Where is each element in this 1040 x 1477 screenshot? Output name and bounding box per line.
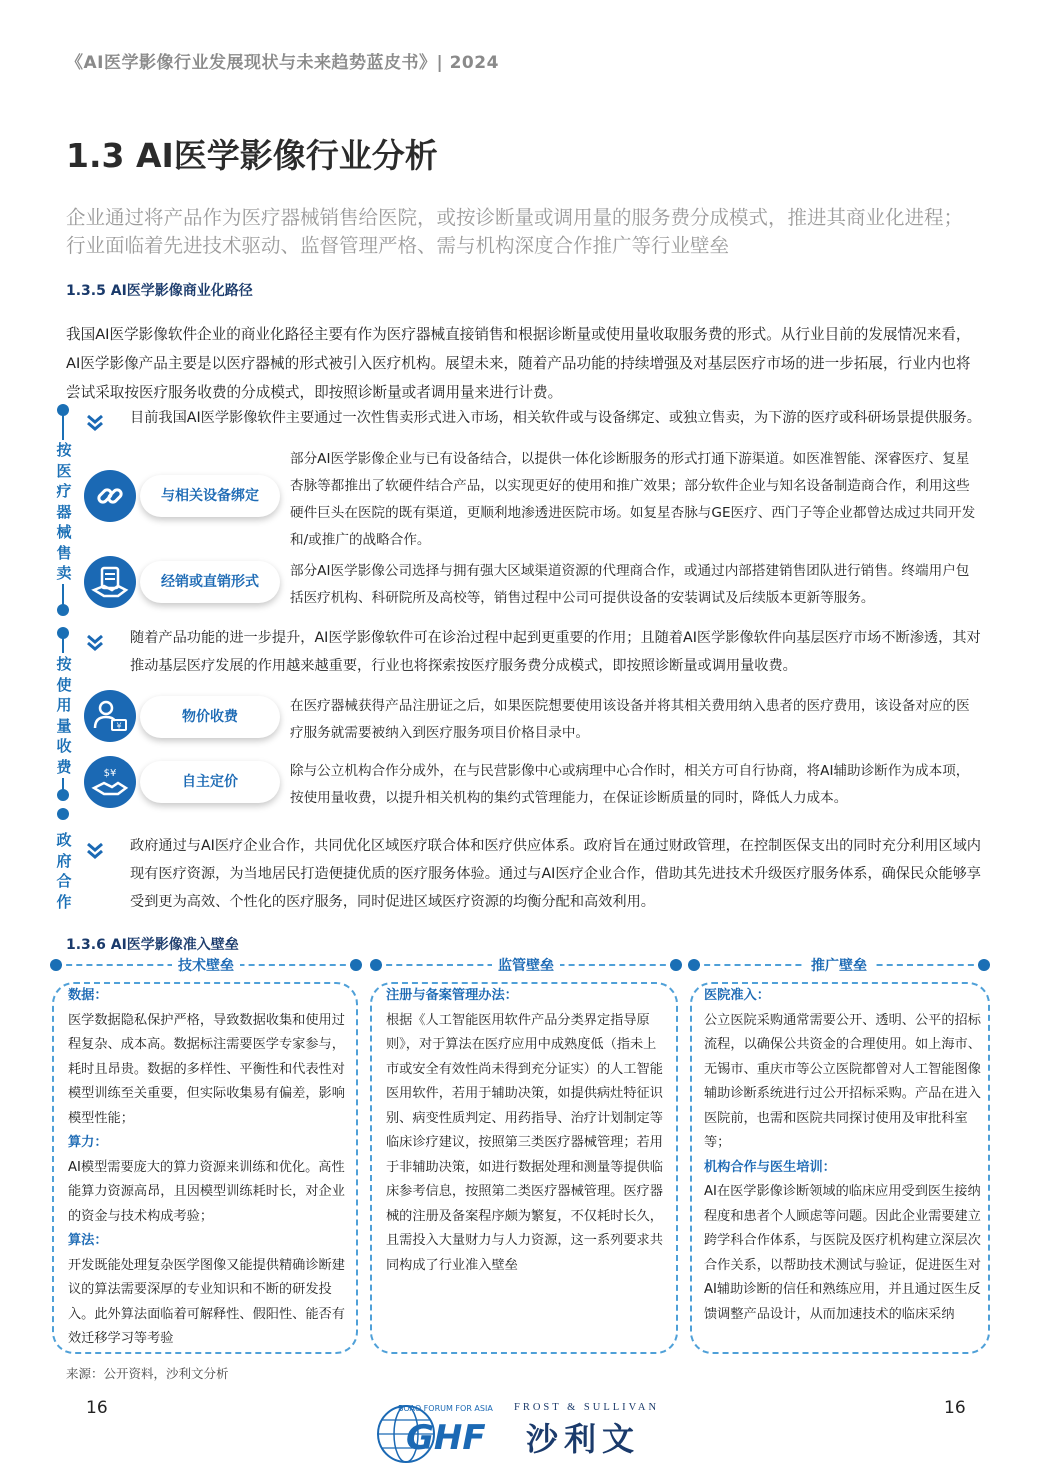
- barrier-text: 开发既能处理复杂医学图像又能提供精确诊断建议的算法需要深厚的专业知识和不断的研发投入。此外算法面临着可解释性、假阳性、能否有效迁移学习等考验: [68, 1257, 345, 1346]
- person-payment-icon: [84, 690, 136, 742]
- page-number-right: 16: [944, 1398, 966, 1418]
- timeline-dot: [57, 789, 69, 801]
- distribution-text: 部分AI医学影像公司选择与拥有强大区域渠道资源的代理商合作，或通过内部搭建销售团队进行销售。终端用户包括医疗机构、科研院所及高校等，销售过程中公司可提供设备的安装调试及后续版本更新等服务。: [290, 563, 970, 606]
- reg-barrier-header: [370, 955, 682, 975]
- svg-text:$¥: $¥: [103, 768, 117, 779]
- ghf-caption: BOAO FORUM FOR ASIA: [398, 1404, 493, 1413]
- pricing-text: 在医疗器械获得产品注册证之后，如果医院想要使用该设备并将其相关费用纳入患者的医疗费用，该设备对应的医疗服务就需要被纳入到医疗服务项目价格目录中。: [290, 698, 970, 741]
- path-label-usage: 按使用量收费: [56, 655, 72, 776]
- intro-paragraph: 我国AI医学影像软件企业的商业化路径主要有作为医疗器械直接销售和根据诊断量或使用量收取服务费的形式。从行业目前的发展情况来看，AI医学影像产品主要是以医疗器械的形式被引入医疗机构。展望未来，随着产品功能的持续增强及对基层医疗市场的进一步拓展，行业内也将尝试采取按医疗服务收费的分成模式，即按照诊断量或者调用量来进行计费。: [66, 326, 971, 401]
- timeline-dot: [57, 808, 69, 820]
- barrier-text: AI在医学影像诊断领域的临床应用受到医生接纳程度和患者个人顾虑等问题。因此企业需要建立跨学科合作体系，与医院及医疗机构建立深层次合作关系，以帮助技术测试与验证，促进医生对AI辅助诊断的信任和熟练应用，并且通过医生反馈调整产品设计，从而加速技术的临床采纳: [704, 1184, 981, 1322]
- item-label-distribution: 经销或直销形式: [140, 561, 280, 603]
- reg-barrier-title: 监管壁垒: [492, 958, 560, 974]
- source-note: 来源：公开资料，沙利文分析: [66, 1366, 229, 1381]
- barrier-heading: 注册与备案管理办法：: [386, 988, 518, 1003]
- frost-sullivan-wordmark: FROST & SULLIVAN: [514, 1402, 660, 1413]
- item-label-self-pricing: 自主定价: [140, 761, 280, 803]
- usage-summary: 随着产品功能的进一步提升，AI医学影像软件可在诊治过程中起到更重要的作用；且随着AI医学影像软件向基层医疗市场不断渗透，其对推动基层医疗发展的作用越来越重要，行业也将探索按医疗服务费分成模式，即按照诊断量或调用量收费。: [130, 630, 981, 674]
- item-label-device-bundle: 与相关设备绑定: [140, 475, 280, 517]
- handshake-document-icon: [84, 556, 136, 608]
- page-subtitle: 企业通过将产品作为医疗器械销售给医院，或按诊断量或调用量的服务费分成模式，推进其商业化进程；行业面临着先进技术驱动、监督管理严格、需与机构深度合作推广等行业壁垒: [66, 206, 964, 257]
- self-pricing-text: 除与公立机构合作分成外，在与民营影像中心或病理中心合作时，相关方可自行协商，将AI辅助诊断作为成本项，按使用量收费，以提升相关机构的集约式管理能力，在保证诊断质量的同时，降低人力成本。: [290, 763, 970, 806]
- chevron-down-icon: [84, 632, 106, 654]
- barrier-heading: 数据：: [68, 988, 108, 1003]
- tech-barrier-header: [50, 955, 362, 975]
- frost-sullivan-cn: 沙利文: [526, 1420, 641, 1458]
- timeline-dot: [57, 604, 69, 616]
- barrier-heading: 机构合作与医生培训：: [704, 1159, 836, 1175]
- device-summary: 目前我国AI医学影像软件主要通过一次性售卖形式进入市场，相关软件或与设备绑定、或独立售卖，为下游的医疗或科研场景提供服务。: [130, 410, 981, 426]
- ghf-logo-text: GHF: [406, 1418, 486, 1458]
- promo-barrier-title: 推广壁垒: [805, 958, 873, 974]
- timeline-line: [62, 410, 64, 440]
- section-heading-commercialization: 1.3.5 AI医学影像商业化路径: [66, 283, 253, 299]
- barrier-heading: 算法：: [68, 1233, 108, 1248]
- reg-barrier-content: [386, 984, 666, 1278]
- barrier-heading: 算力：: [68, 1135, 108, 1150]
- svg-text:¥: ¥: [116, 721, 122, 731]
- link-icon: [84, 470, 136, 522]
- section-heading-barriers: 1.3.6 AI医学影像准入壁垒: [66, 937, 239, 953]
- path-label-device: 按医疗器械售卖: [56, 441, 72, 582]
- promo-barrier-content: [704, 984, 982, 1327]
- barrier-text: AI模型需要庞大的算力资源来训练和优化。高性能算力资源高昂，且因模型训练耗时长，对企业的资金与技术构成考验；: [68, 1159, 345, 1224]
- barrier-text: 公立医院采购通常需要公开、透明、公平的招标流程，以确保公共资金的合理使用。如上海市、无锡市、重庆市等公立医院都曾对人工智能图像辅助诊断系统进行过公开招标采购。产品在进入医院前，也需和医院共同探讨使用及审批科室等；: [704, 1012, 981, 1150]
- chevron-down-icon: [84, 840, 106, 862]
- report-header: 《AI医学影像行业发展现状与未来趋势蓝皮书》| 2024: [66, 53, 499, 73]
- gov-summary: 政府通过与AI医疗企业合作，共同优化区域医疗联合体和医疗供应体系。政府旨在通过财政管理，在控制医保支出的同时充分利用区域内现有医疗资源，为当地居民打造便捷优质的医疗服务体验。通过与AI医疗企业合作，借助其先进技术升级医疗服务体系，确保民众能够享受到更为高效、个性化的医疗服务，同时促进区域医疗资源的均衡分配和高效利用。: [130, 838, 981, 910]
- timeline-line: [62, 584, 64, 606]
- barrier-heading: 医院准入：: [704, 988, 770, 1003]
- tech-barrier-title: 技术壁垒: [172, 958, 240, 974]
- promo-barrier-header: [688, 955, 990, 975]
- handshake-money-icon: [84, 756, 136, 808]
- page-title: 1.3 AI医学影像行业分析: [66, 136, 438, 175]
- chevron-down-icon: [84, 412, 106, 434]
- device-bundle-text: 部分AI医学影像企业与已有设备结合，以提供一体化诊断服务的形式打通下游渠道。如医准智能、深睿医疗、复星杏脉等都推出了软硬件结合产品，以实现更好的使用和推广效果；部分软件企业与知名设备制造商合作，利用这些硬件巨头在医院的既有渠道，更顺利地渗透进医院市场。如复星杏脉与GE医疗、西门子等企业都曾达成过共同开发和/或推广的战略合作。: [290, 451, 976, 548]
- path-label-gov: 政府合作: [56, 831, 72, 911]
- page-number-left: 16: [86, 1398, 108, 1418]
- tech-barrier-content: [68, 984, 346, 1352]
- timeline-line: [62, 633, 64, 653]
- ghf-logo: [374, 1398, 493, 1470]
- barrier-text: 医学数据隐私保护严格，导致数据收集和使用过程复杂、成本高。数据标注需要医学专家参与，耗时且昂贵。数据的多样性、平衡性和代表性对模型训练至关重要，但实际收集易有偏差，影响模型性能；: [68, 1012, 345, 1126]
- item-label-pricing: 物价收费: [140, 696, 280, 738]
- barrier-text: 根据《人工智能医用软件产品分类界定指导原则》，对于算法在医疗应用中成熟度低（指未上市或安全有效性尚未得到充分证实）的人工智能医用软件，若用于辅助决策，如提供病灶特征识别、病变性质判定、用药指导、治疗计划制定等临床诊疗建议，按照第三类医疗器械管理；若用于非辅助决策，如进行数据处理和测量等提供临床参考信息，按照第二类医疗器械管理。医疗器械的注册及备案程序颇为繁复，不仅耗时长久，且需投入大量财力与人力资源，这一系列要求共同构成了行业准入壁垒: [386, 1012, 663, 1273]
